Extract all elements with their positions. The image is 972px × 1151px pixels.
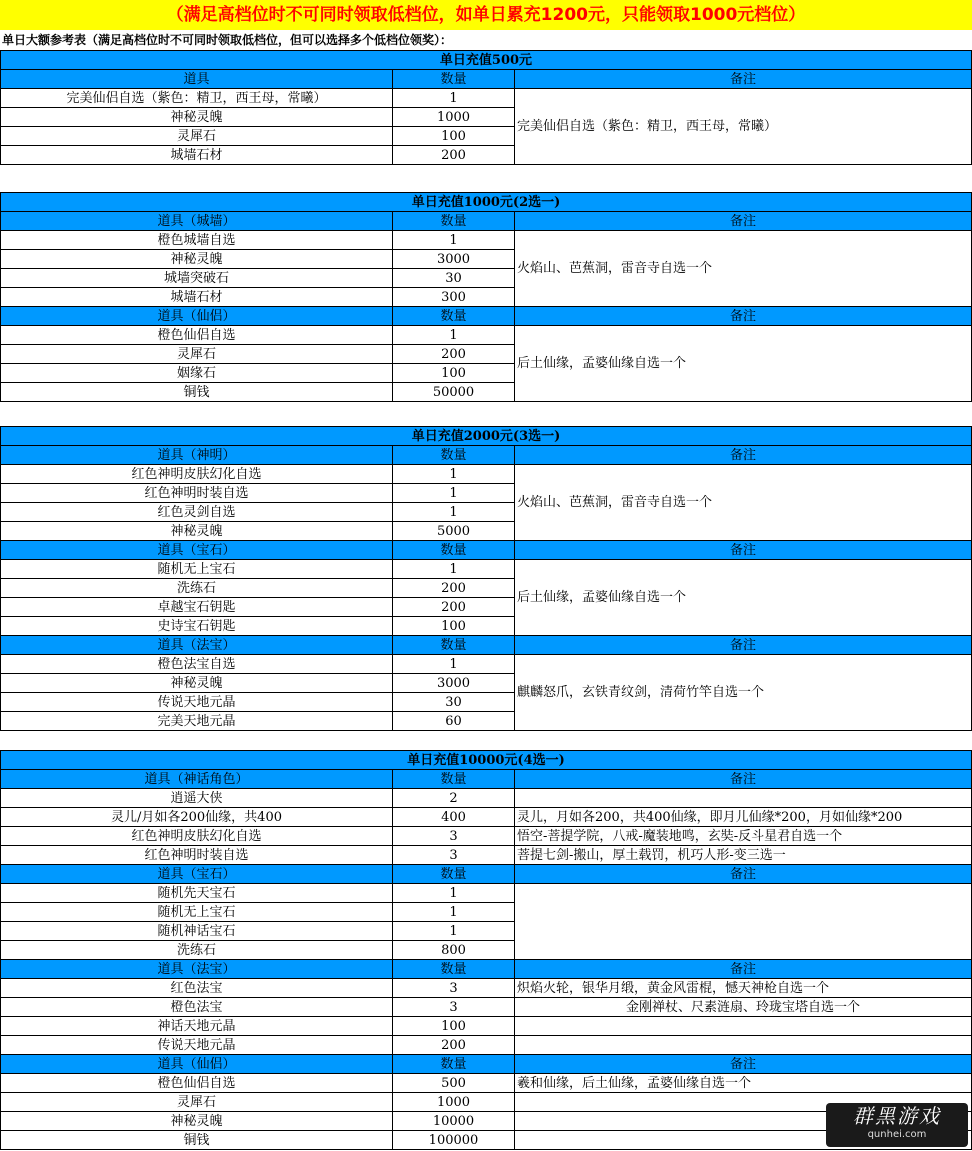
item-qty: 300 xyxy=(393,288,515,307)
remark-header: 备注 xyxy=(515,307,972,326)
item-qty: 3000 xyxy=(393,674,515,693)
item-qty: 1 xyxy=(393,484,515,503)
item-name: 姻缘石 xyxy=(1,364,393,383)
item-qty: 100000 xyxy=(393,1131,515,1150)
item-name: 红色神明时装自选 xyxy=(1,846,393,865)
qty-header: 数量 xyxy=(393,212,515,231)
remark-header: 备注 xyxy=(515,636,972,655)
item-qty: 200 xyxy=(393,345,515,364)
item-header: 道具（神明） xyxy=(1,446,393,465)
item-qty: 100 xyxy=(393,127,515,146)
item-name: 红色神明时装自选 xyxy=(1,484,393,503)
watermark-main: 群黑游戏 xyxy=(853,1104,941,1128)
remark-cell xyxy=(515,1036,972,1055)
item-qty: 1 xyxy=(393,89,515,108)
qty-header: 数量 xyxy=(393,865,515,884)
remark-cell: 完美仙侣自选（紫色：精卫，西王母，常曦） xyxy=(515,89,972,165)
item-name: 灵犀石 xyxy=(1,345,393,364)
watermark-sub: qunhei.com xyxy=(867,1129,927,1140)
item-qty: 5000 xyxy=(393,522,515,541)
remark-header: 备注 xyxy=(515,1055,972,1074)
item-name: 红色神明皮肤幻化自选 xyxy=(1,465,393,484)
item-qty: 500 xyxy=(393,1074,515,1093)
remark-cell: 悟空-菩提学院，八戒-魔装地鸣，玄奘-反斗星君自选一个 xyxy=(515,827,972,846)
item-qty: 3000 xyxy=(393,250,515,269)
remark-cell: 后土仙缘，孟婆仙缘自选一个 xyxy=(515,326,972,402)
item-qty: 60 xyxy=(393,712,515,731)
item-name: 城墙石材 xyxy=(1,146,393,165)
item-header: 道具（法宝） xyxy=(1,636,393,655)
remark-cell xyxy=(515,789,972,808)
item-header: 道具（宝石） xyxy=(1,865,393,884)
item-qty: 3 xyxy=(393,846,515,865)
item-name: 神秘灵魄 xyxy=(1,522,393,541)
tier-title: 单日充值1000元(2选一) xyxy=(1,193,972,212)
item-name: 灵犀石 xyxy=(1,1093,393,1112)
item-name: 完美天地元晶 xyxy=(1,712,393,731)
item-qty: 100 xyxy=(393,364,515,383)
item-name: 红色灵剑自选 xyxy=(1,503,393,522)
tier-10000-table-body xyxy=(0,750,972,1150)
item-qty: 50000 xyxy=(393,383,515,402)
item-header: 道具（法宝） xyxy=(1,960,393,979)
item-qty: 1 xyxy=(393,326,515,345)
item-name: 神秘灵魄 xyxy=(1,674,393,693)
item-qty: 1 xyxy=(393,922,515,941)
item-name: 红色神明皮肤幻化自选 xyxy=(1,827,393,846)
item-name: 随机无上宝石 xyxy=(1,560,393,579)
watermark-logo xyxy=(826,1103,968,1147)
remark-header: 备注 xyxy=(515,770,972,789)
remark-cell: 麒麟怒爪，玄铁青纹剑，清荷竹竿自选一个 xyxy=(515,655,972,731)
item-qty: 200 xyxy=(393,598,515,617)
qty-header: 数量 xyxy=(393,70,515,89)
item-qty: 1 xyxy=(393,655,515,674)
remark-cell-empty xyxy=(515,884,972,960)
item-name: 随机无上宝石 xyxy=(1,903,393,922)
qty-header: 数量 xyxy=(393,446,515,465)
tier-1000-table xyxy=(0,192,972,402)
item-name: 逍遥大侠 xyxy=(1,789,393,808)
tier-2000-table xyxy=(0,426,972,731)
remark-cell: 后土仙缘，孟婆仙缘自选一个 xyxy=(515,560,972,636)
qty-header: 数量 xyxy=(393,307,515,326)
item-name: 神秘灵魄 xyxy=(1,250,393,269)
item-name: 随机先天宝石 xyxy=(1,884,393,903)
item-name: 卓越宝石钥匙 xyxy=(1,598,393,617)
item-qty: 3 xyxy=(393,827,515,846)
item-name: 传说天地元晶 xyxy=(1,1036,393,1055)
item-name: 橙色仙侣自选 xyxy=(1,326,393,345)
remark-cell: 金刚禅杖、尺素涟扇、玲珑宝塔自选一个 xyxy=(515,998,972,1017)
item-qty: 1000 xyxy=(393,1093,515,1112)
item-name: 橙色城墙自选 xyxy=(1,231,393,250)
item-header: 道具 xyxy=(1,70,393,89)
remark-header: 备注 xyxy=(515,212,972,231)
item-qty: 1 xyxy=(393,560,515,579)
item-qty: 1 xyxy=(393,231,515,250)
item-name: 城墙突破石 xyxy=(1,269,393,288)
item-name: 传说天地元晶 xyxy=(1,693,393,712)
item-header: 道具（仙侣） xyxy=(1,307,393,326)
item-qty: 400 xyxy=(393,808,515,827)
tier-500-table xyxy=(0,50,972,165)
item-qty: 3 xyxy=(393,979,515,998)
remark-cell: 羲和仙缘，后土仙缘，孟婆仙缘自选一个 xyxy=(515,1074,972,1093)
item-qty: 10000 xyxy=(393,1112,515,1131)
item-qty: 1 xyxy=(393,903,515,922)
item-qty: 1 xyxy=(393,465,515,484)
item-qty: 3 xyxy=(393,998,515,1017)
item-header: 道具（神话角色） xyxy=(1,770,393,789)
item-name: 灵犀石 xyxy=(1,127,393,146)
remark-cell: 灵儿，月如各200，共400仙缘，即月儿仙缘*200，月如仙缘*200 xyxy=(515,808,972,827)
item-qty: 30 xyxy=(393,693,515,712)
item-qty: 100 xyxy=(393,617,515,636)
item-qty: 800 xyxy=(393,941,515,960)
qty-header: 数量 xyxy=(393,960,515,979)
item-qty: 30 xyxy=(393,269,515,288)
item-name: 神秘灵魄 xyxy=(1,1112,393,1131)
qty-header: 数量 xyxy=(393,636,515,655)
tier-title: 单日充值2000元(3选一) xyxy=(1,427,972,446)
item-name: 神秘灵魄 xyxy=(1,108,393,127)
qty-header: 数量 xyxy=(393,1055,515,1074)
remark-cell: 火焰山、芭蕉洞，雷音寺自选一个 xyxy=(515,465,972,541)
item-name: 橙色法宝 xyxy=(1,998,393,1017)
item-qty: 1 xyxy=(393,884,515,903)
item-name: 城墙石材 xyxy=(1,288,393,307)
item-name: 铜钱 xyxy=(1,1131,393,1150)
item-name: 洗练石 xyxy=(1,941,393,960)
item-header: 道具（仙侣） xyxy=(1,1055,393,1074)
item-qty: 200 xyxy=(393,146,515,165)
remark-header: 备注 xyxy=(515,70,972,89)
item-qty: 1000 xyxy=(393,108,515,127)
item-qty: 1 xyxy=(393,503,515,522)
remark-cell: 菩提七剑-搬山，厚土载罚，机巧人形-变三选一 xyxy=(515,846,972,865)
table-note: 单日大额参考表（满足高档位时不可同时领取低档位，但可以选择多个低档位领奖）： xyxy=(2,33,453,47)
item-header: 道具（城墙） xyxy=(1,212,393,231)
item-name: 橙色仙侣自选 xyxy=(1,1074,393,1093)
warning-banner: （满足高档位时不可同时领取低档位，如单日累充1200元，只能领取1000元档位） xyxy=(0,0,972,30)
item-qty: 2 xyxy=(393,789,515,808)
item-header: 道具（宝石） xyxy=(1,541,393,560)
remark-header: 备注 xyxy=(515,865,972,884)
item-qty: 100 xyxy=(393,1017,515,1036)
qty-header: 数量 xyxy=(393,770,515,789)
item-qty: 200 xyxy=(393,1036,515,1055)
item-name: 史诗宝石钥匙 xyxy=(1,617,393,636)
remark-header: 备注 xyxy=(515,541,972,560)
item-name: 洗练石 xyxy=(1,579,393,598)
remark-header: 备注 xyxy=(515,446,972,465)
item-name: 铜钱 xyxy=(1,383,393,402)
remark-cell xyxy=(515,1017,972,1036)
item-name: 红色法宝 xyxy=(1,979,393,998)
tier-title: 单日充值10000元(4选一) xyxy=(1,751,972,770)
item-name: 橙色法宝自选 xyxy=(1,655,393,674)
remark-header: 备注 xyxy=(515,960,972,979)
item-name: 灵儿/月如各200仙缘，共400 xyxy=(1,808,393,827)
item-qty: 200 xyxy=(393,579,515,598)
item-name: 随机神话宝石 xyxy=(1,922,393,941)
tier-title: 单日充值500元 xyxy=(1,51,972,70)
qty-header: 数量 xyxy=(393,541,515,560)
item-name: 完美仙侣自选（紫色：精卫，西王母，常曦） xyxy=(1,89,393,108)
item-name: 神话天地元晶 xyxy=(1,1017,393,1036)
remark-cell: 炽焰火轮，银华月缎，黄金风雷棍，憾天神枪自选一个 xyxy=(515,979,972,998)
remark-cell: 火焰山、芭蕉洞，雷音寺自选一个 xyxy=(515,231,972,307)
